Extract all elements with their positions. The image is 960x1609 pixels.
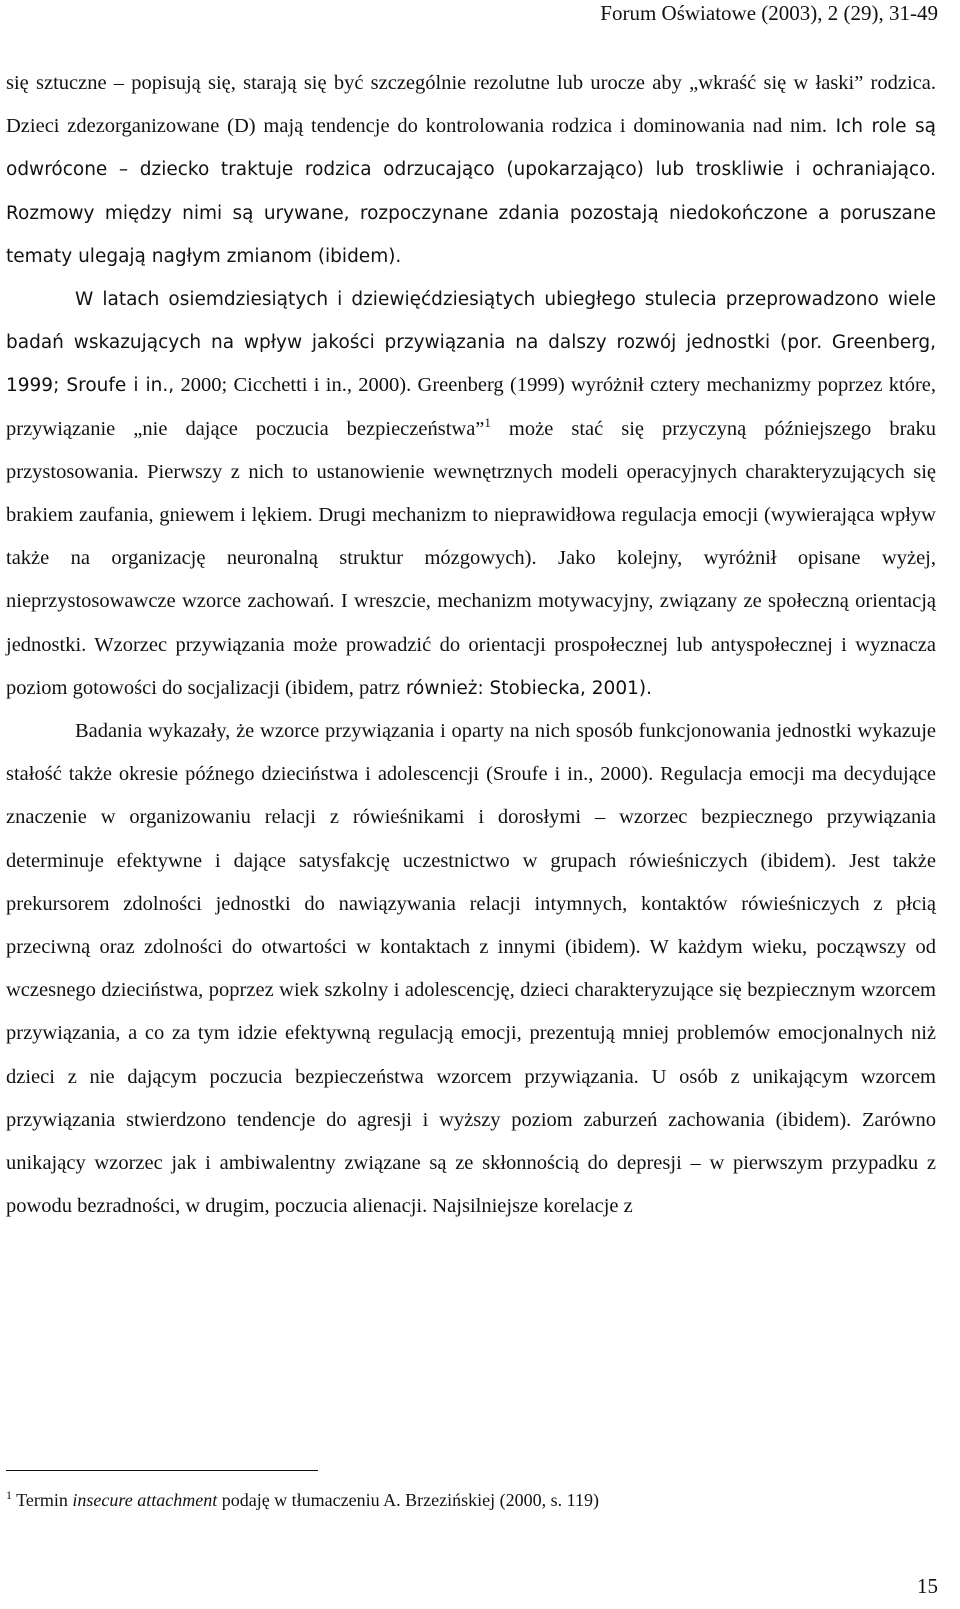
body-text bbox=[6, 62, 936, 1228]
page-number: 15 bbox=[917, 1574, 938, 1598]
paragraph bbox=[6, 62, 936, 278]
running-header: Forum Oświatowe (2003), 2 (29), 31-49 bbox=[600, 1, 938, 25]
footnote-italic-term: insecure attachment bbox=[72, 1490, 218, 1510]
footnote-marker: 1 bbox=[6, 1488, 12, 1502]
paragraph bbox=[6, 278, 936, 710]
footnote-divider bbox=[6, 1470, 318, 1471]
paragraph-text: W latach osiemdziesiątych i dziewięćdziesiątych ubiegłego stulecia przeprowadzono wiele badań wskazujących na wpływ jakości przywiązania na dalszy rozwój jednostki (por. Greenberg, 1999; Sroufe i in., bbox=[6, 289, 936, 397]
footnote bbox=[6, 1488, 936, 1512]
footnote-reference: 1 bbox=[484, 414, 491, 430]
paragraph-text: Ich role są odwrócone – dziecko traktuje rodzica odrzucająco (upokarzająco) lub troskliwie i ochraniająco. Rozmowy między nimi są urywane, rozpoczynane zdania pozostają niedokończone a poruszane tematy ulegają nagłym zmianom (ibidem). bbox=[6, 116, 937, 267]
paragraph-text: również: Stobiecka, 2001). bbox=[399, 677, 652, 699]
paragraph: Badania wykazały, że wzorce przywiązania i oparty na nich sposób funkcjonowania jednostki wykazuje stałość także okresie późnego dzieciństwa i adolescencji (Sroufe i in., 2000). Regulacja emocji ma decydujące znaczenie w organizowaniu relacji z rówieśnikami i dorosłymi – wzorzec bezpiecznego przywiązania determinuje efektywne i dające satysfakcję uczestnictwo w grupach rówieśniczych (ibidem). Jest także prekursorem zdolności jednostki do nawiązywania relacji intymnych, kontaktów rówieśniczych z płcią przeciwną oraz zdolności do otwartości w kontaktach z innymi (ibidem). W każdym wieku, począwszy od wczesnego dzieciństwa, poprzez wiek szkolny i adolescencję, dzieci charakteryzujące się bezpiecznym wzorcem przywiązania, a co za tym idzie efektywną regulacją emocji, prezentują mniej problemów emocjonalnych niż dzieci z nie dającym poczucia bezpieczeństwa wzorcem przywiązania. U osób z unikającym wzorcem przywiązania stwierdzono tendencje do agresji i wyższy poziom zaburzeń zachowania (ibidem). Zarówno unikający wzorzec jak i ambiwalentny związane są ze skłonnością do depresji – w pierwszym przypadku z powodu bezradności, w drugim, poczucia alienacji. Najsilniejsze korelacje z bbox=[6, 720, 936, 1218]
paragraph-text: może stać się przyczyną późniejszego braku przystosowania. Pierwszy z nich to ustanowienie wewnętrznych modeli operacyjnych charakteryzujących się brakiem zaufania, gniewem i lękiem. Drugi mechanizm to nieprawidłowa regulacja emocji (wywierająca wpływ także na organizację neuronalną struktur mózgowych). Jako kolejny, wyróżnił opisane wyżej, nieprzystosowawcze wzorce zachowań. I wreszcie, mechanizm motywacyjny, związany ze społeczną orientacją jednostki. Wzorzec przywiązania może prowadzić do orientacji prospołecznej lub antyspołecznej i wyznacza poziom gotowości do socjalizacji (ibidem, patrz bbox=[6, 417, 936, 699]
paragraph-text: się sztuczne – popisują się, starają się być szczególnie rezolutne lub urocze aby „wkraść się w łaski” rodzica. Dzieci zdezorganizowane (D) mają tendencje do kontrolowania rodzica i dominowania nad nim. bbox=[6, 72, 936, 138]
paragraph-text: 2000; Cicchetti i in., 2000). Greenberg (1999) wyróżnił cztery mechanizmy poprzez które, przywiązanie „nie dające poczucia bezpieczeństwa” bbox=[6, 374, 936, 440]
footnote-text: podaję w tłumaczeniu A. Brzezińskiej (2000, s. 119) bbox=[217, 1490, 599, 1510]
footnote-text: Termin bbox=[12, 1490, 73, 1510]
